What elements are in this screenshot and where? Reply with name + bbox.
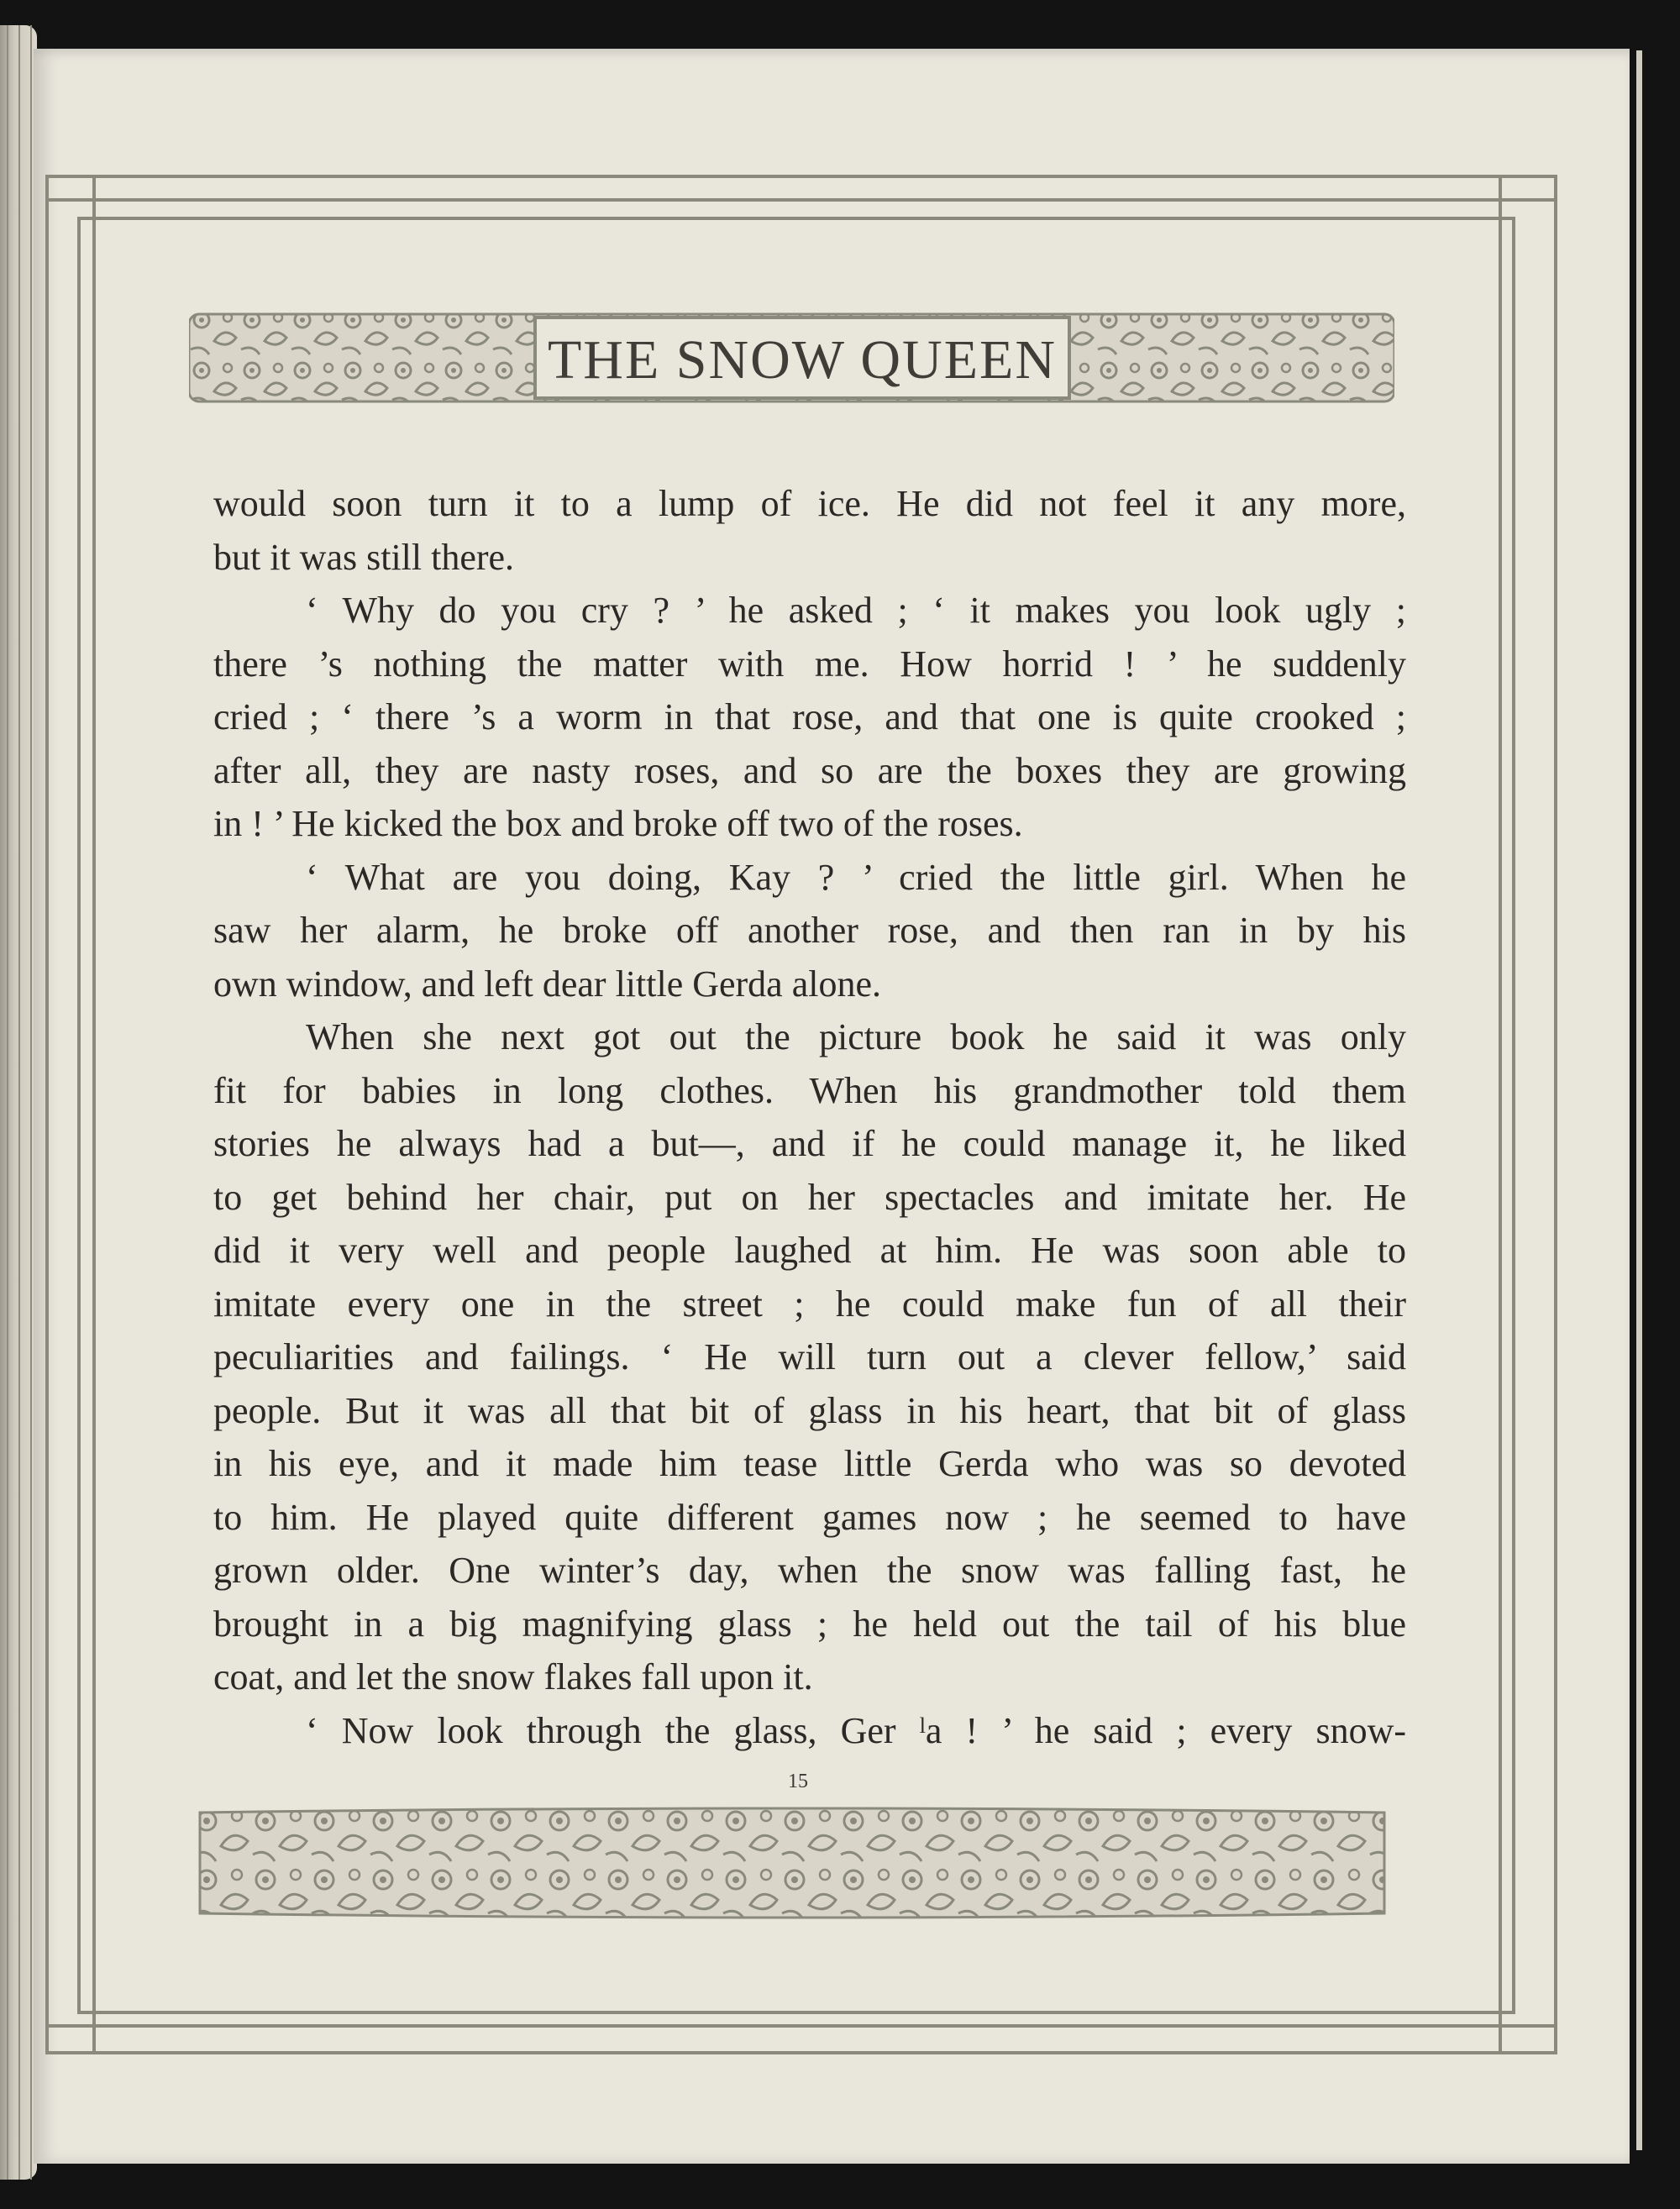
text-line: did it very well and people laughed at him. He was soon able to bbox=[213, 1230, 1406, 1271]
text-line: peculiarities and failings. ‘ He will turn out a clever fellow,’ said bbox=[213, 1336, 1406, 1377]
header-ornament bbox=[189, 307, 1394, 408]
text-line: there ’s nothing the matter with me. How horrid ! ’ he suddenly bbox=[213, 643, 1406, 685]
footer-ornament bbox=[192, 1804, 1393, 1922]
text-line: cried ; ‘ there ’s a worm in that rose, and that one is quite crooked ; bbox=[213, 696, 1406, 737]
text-line: people. But it was all that bit of glass in his heart, that bit of glass bbox=[213, 1389, 1406, 1431]
text-line: imitate every one in the street ; he could make fun of all their bbox=[213, 1283, 1406, 1325]
text-line: ‘ Why do you cry ? ’ he asked ; ‘ it makes you look ugly ; bbox=[306, 590, 1406, 631]
text-line: When she next got out the picture book he said it was only bbox=[306, 1016, 1406, 1057]
text-line: to him. He played quite different games now ; he seemed to have bbox=[213, 1496, 1406, 1538]
text-line: in his eye, and it made him tease little Gerda who was so devoted bbox=[213, 1443, 1406, 1484]
text-line: saw her alarm, he broke off another rose, and then ran in by his bbox=[213, 910, 1406, 951]
text-line: coat, and let the snow flakes fall upon it. bbox=[213, 1656, 813, 1697]
border-rule bbox=[1499, 175, 1502, 2054]
text-line: own window, and left dear little Gerda alone. bbox=[213, 963, 881, 1005]
text-line: brought in a big magnifying glass ; he held out the tail of his blue bbox=[213, 1603, 1406, 1645]
page-edge-right bbox=[1636, 50, 1642, 2150]
border-rule bbox=[45, 2024, 1557, 2028]
text-line: to get behind her chair, put on her spectacles and imitate her. He bbox=[213, 1176, 1406, 1218]
border-rule bbox=[92, 175, 96, 2054]
text-line: ‘ What are you doing, Kay ? ’ cried the little girl. When he bbox=[306, 856, 1406, 898]
text-line: fit for babies in long clothes. When his grandmother told them bbox=[213, 1069, 1406, 1111]
text-line: grown older. One winter’s day, when the snow was falling fast, he bbox=[213, 1550, 1406, 1591]
text-line: would soon turn it to a lump of ice. He did not feel it any more, bbox=[213, 483, 1406, 524]
text-line: ‘ Now look through the glass, Ger ˡa ! ’ he said ; every snow- bbox=[306, 1709, 1406, 1751]
text-line: in ! ’ He kicked the box and broke off two of the roses. bbox=[213, 803, 1023, 844]
text-line: after all, they are nasty roses, and so are the boxes they are growing bbox=[213, 749, 1406, 791]
book-page bbox=[34, 49, 1630, 2164]
floral-ornament-icon bbox=[192, 1804, 1393, 1922]
border-rule bbox=[45, 198, 1557, 202]
text-line: but it was still there. bbox=[213, 536, 515, 578]
page-number: 15 bbox=[788, 1771, 808, 1792]
page-title: THE SNOW QUEEN bbox=[547, 329, 1058, 391]
body-text bbox=[213, 477, 1406, 1757]
text-line: stories he always had a but—, and if he could manage it, he liked bbox=[213, 1123, 1406, 1164]
facing-page-edge bbox=[0, 25, 37, 2180]
title-box bbox=[533, 316, 1071, 400]
